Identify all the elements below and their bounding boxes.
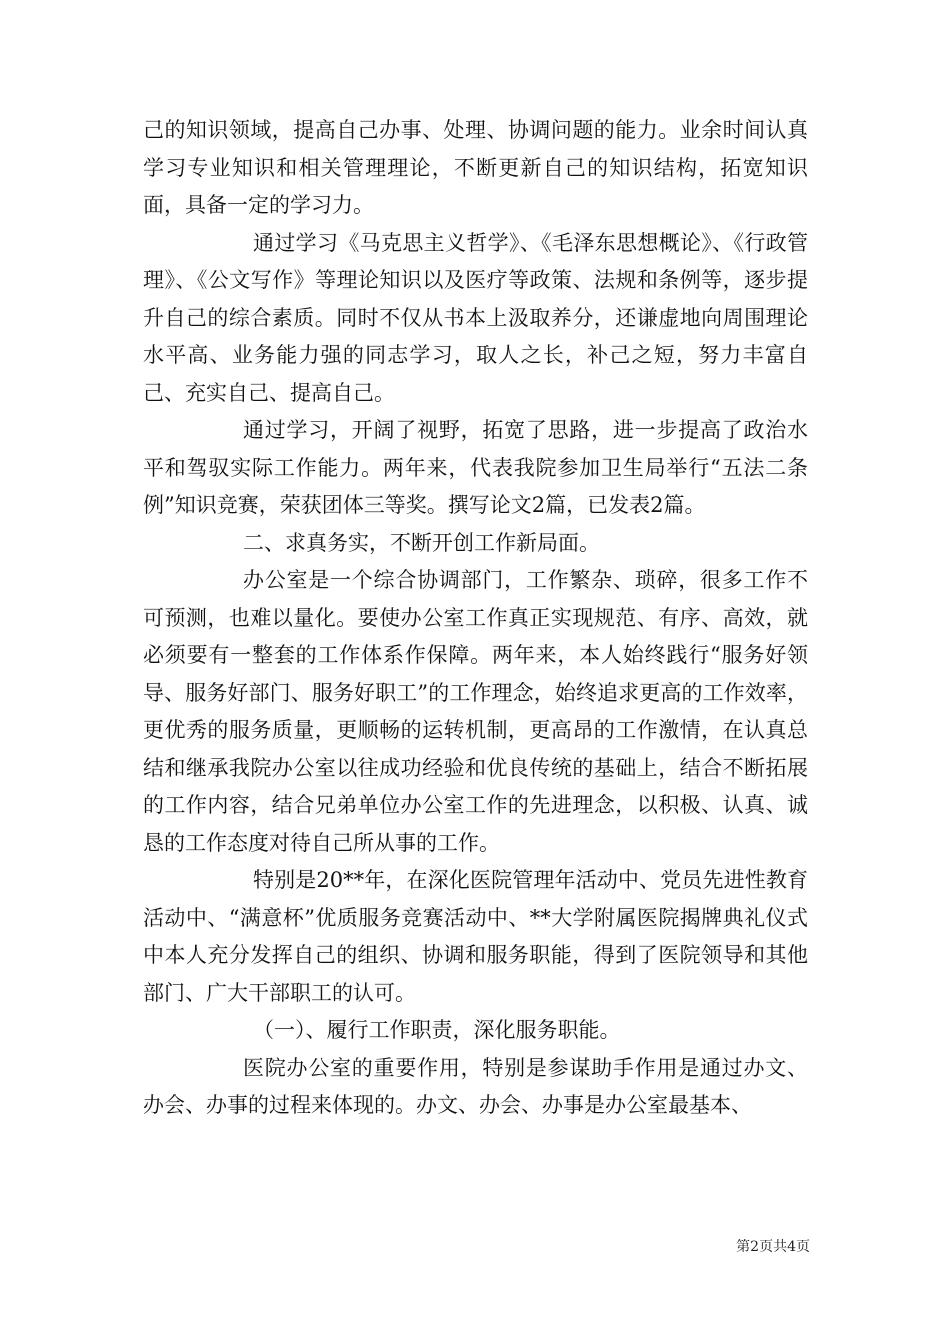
paragraph-office-work: 办公室是一个综合协调部门，工作繁杂、琐碎，很多工作不可预测，也难以量化。要使办公室工作真正实现规范、有序、高效，就必须要有一整套的工作体系作保障。两年来，本人始终践行“服务好领导、服务好部门、服务好职工”的工作理念，始终追求更高的工作效率，更优秀的服务质量，更顺畅的运转机制，更高昂的工作激情，在认真总结和继承我院办公室以往成功经验和优良传统的基础上，结合不断拓展的工作内容，结合兄弟单位办公室工作的先进理念，以积极、认真、诚恳的工作态度对待自己所从事的工作。 [143, 568, 808, 855]
paragraph-study-results: 通过学习，开阔了视野，拓宽了思路，进一步提高了政治水平和驾驭实际工作能力。两年来，代表我院参加卫生局举行“五法二条例”知识竞赛，荣获团体三等奖。撰写论文2篇，已发表2篇。 [143, 418, 808, 517]
subsection-heading-one: （一）、履行工作职责，深化服务职能。 [253, 1018, 621, 1042]
paragraph-study-theory: 通过学习《马克思主义哲学》、《毛泽东思想概论》、《行政管理》、《公文写作》等理论知识以及医疗等政策、法规和条例等，逐步提升自己的综合素质。同时不仅从书本上汲取养分，还谦虚地向周围理论水平高、业务能力强的同志学习，取人之长，补己之短，努力丰富自己、充实自己、提高自己。 [143, 230, 808, 405]
document-body [143, 112, 808, 1125]
page-number: 第2页共4页 [736, 1239, 810, 1255]
paragraph-office-role: 医院办公室的重要作用，特别是参谋助手作用是通过办文、办会、办事的过程来体现的。办文、办会、办事是办公室最基本、 [143, 1055, 808, 1117]
section-heading-two: 二、求真务实，不断开创工作新局面。 [243, 530, 600, 555]
paragraph-special-year: 特别是20**年，在深化医院管理年活动中、党员先进性教育活动中、“满意杯”优质服务竞赛活动中、**大学附属医院揭牌典礼仪式中本人充分发挥自己的组织、协调和服务职能，得到了医院领导和其他部门、广大干部职工的认可。 [143, 868, 808, 1005]
paragraph-knowledge-field: 己的知识领域，提高自己办事、处理、协调问题的能力。业余时间认真学习专业知识和相关管理理论，不断更新自己的知识结构，拓宽知识面，具备一定的学习力。 [143, 118, 808, 217]
